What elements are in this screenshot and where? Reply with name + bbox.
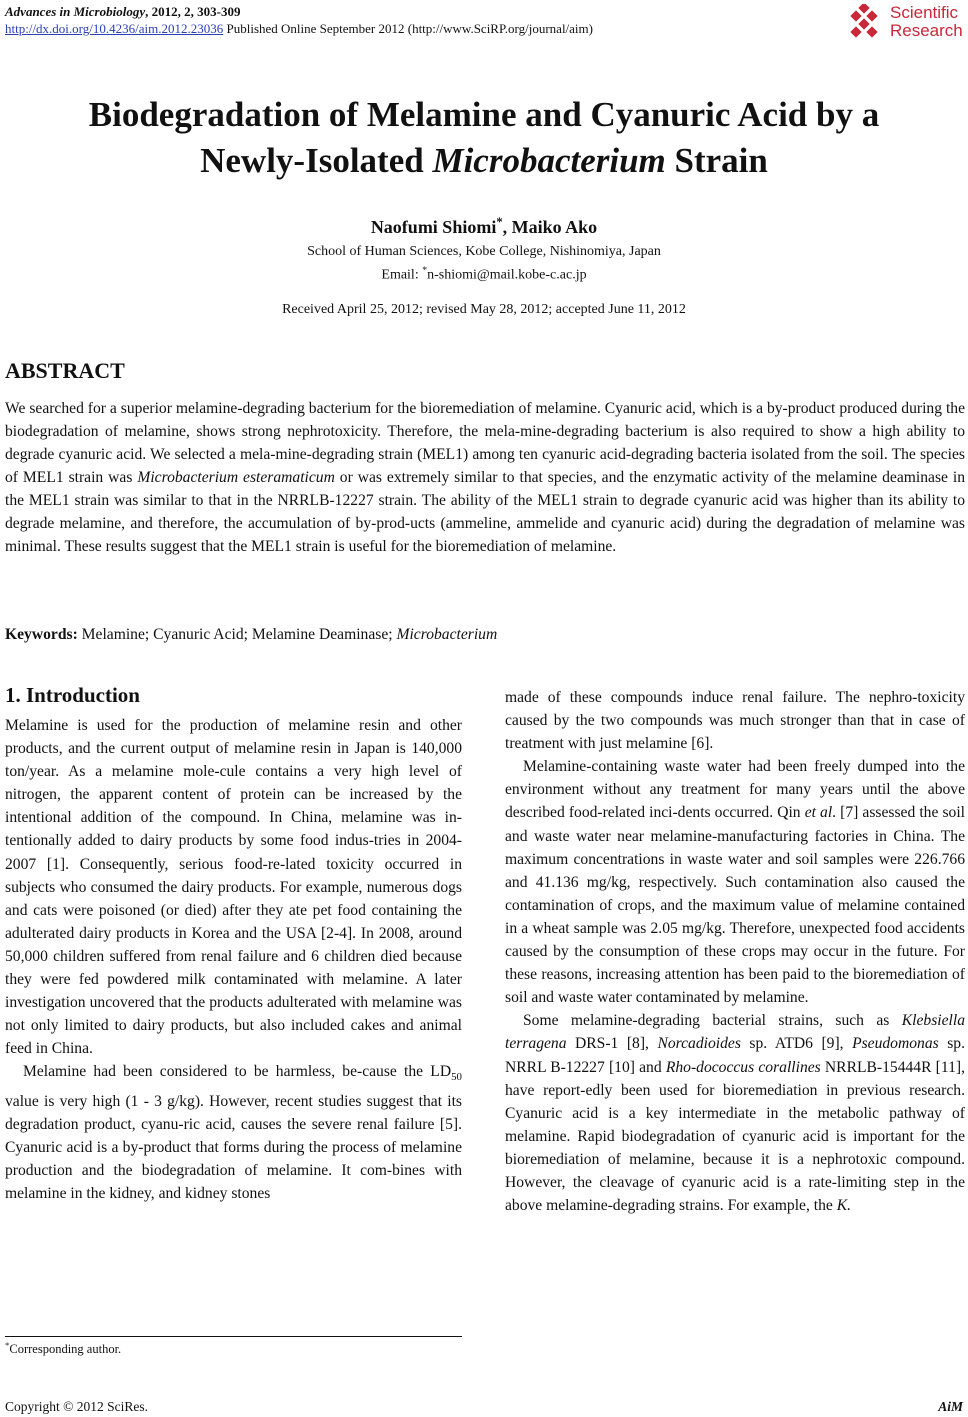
publisher-logo-text: Scientific Research	[890, 3, 963, 40]
email: Email: *n-shiomi@mail.kobe-c.ac.jp	[381, 265, 587, 283]
authors: Naofumi Shiomi*, Maiko Ako	[370, 215, 598, 237]
paragraph: Melamine had been considered to be harmless, be-cause the $LD_{50}$ value is very high (1 - 3 g/kg). However, recent studies suggest that its degradation product, cyanu-ric acid, causes the severe renal failure [5]. Cyanuric acid is a by-product that forms during the process of melamine production and the biodegradation of melamine. It com-bines with melamine in the kidney, and kidney stones	[5, 1063, 462, 1202]
paragraph: made of these compounds induce renal failure. The nephro-toxicity caused by the two compounds was much stronger than that in case of treatment with just melamine [6].	[505, 689, 965, 753]
left-column	[5, 681, 462, 1205]
journal-name: Advances in Microbiology	[5, 4, 146, 19]
right-column	[505, 686, 965, 1217]
section-heading: 1. Introduction	[5, 683, 140, 707]
copyright: Copyright © 2012 SciRes.	[5, 1399, 149, 1414]
paragraph: Melamine-containing waste water had been freely dumped into the environment without any treatment for many years until the above described food-related inci-dents occurred. Qin et al. [7] assessed the soil and waste water near melamine-manufacturing factories in China. The maximum concentrations in waste water and soil samples were 226.766 and 41.136 mg/kg, respectively. Such contamination also caused the contamination of crops, and the maximum value of melamine contained in a wheat sample was 2.05 mg/kg. Therefore, unexpected food accidents caused by the consumption of these crops may occur in the future. For these reasons, increasing attention has been paid to the bioremediation of soil and waste water contaminated by melamine.	[505, 758, 965, 1007]
doi-link[interactable]: http://dx.doi.org/10.4236/aim.2012.23036	[5, 21, 224, 36]
footnote-divider	[5, 1336, 462, 1337]
paragraph: Some melamine-degrading bacterial strains, such as Klebsiella terragena DRS-1 [8], Norcadioides sp. ATD6 [9], Pseudomonas sp. NRRL B-12227 [10] and Rho-dococcus corallines NRRLB-15444R [11], have report-edly been used for bioremediation in previous research. Cyanuric acid is a key intermediate in the metabolic pathway of melamine. Rapid biodegradation of cyanuric acid is important for the bioremediation of melamine, because it is a nephrotoxic compound. However, the cleavage of cyanuric acid is a rate-limiting step in the above melamine-degrading strains. For example, the K.	[505, 1012, 965, 1215]
publisher-logo	[846, 4, 968, 44]
journal-abbreviation: AiM	[938, 1399, 963, 1414]
affiliation: School of Human Sciences, Kobe College, Nishinomiya, Japan Email: *n-shiomi@mail.kobe-c.ac.jp	[0, 242, 968, 285]
abstract-heading: ABSTRACT	[5, 358, 125, 383]
paragraph: Melamine is used for the production of melamine resin and other products, and the current output of melamine resin in Japan is 140,000 ton/year. As a melamine mole-cule contains a very high level of nitrogen, the apparent content of protein can be increased by the intentional addition of the compound. In China, melamine was in-tentionally added to dairy products by some food indus-tries in 2004-2007 [1]. Consequently, serious food-re-lated toxicity occurred in subjects who consumed the dairy products. For example, numerous dogs and cats were poisoned (or died) after they ate pet food containing the adulterated dairy products in Korea and the USA [2-4]. In 2008, around 50,000 children suffered from renal failure and 6 children died because they were fed powdered milk contaminated with melamine. A later investigation uncovered that the products adulterated with melamine was not only limited to dairy products, but also included cakes and animal feed in China.	[5, 717, 462, 1058]
footnote: *Corresponding author.	[5, 1340, 122, 1357]
published-online: Published Online September 2012 (http://www.SciRP.org/journal/aim)	[223, 21, 593, 36]
abstract-body: We searched for a superior melamine-degrading bacterium for the bioremediation of melamine. Cyanuric acid, which is a by-product produced during the biodegradation of melamine, shows strong nephrotoxicity. Therefore, the mela-mine-degrading bacterium is also required to show a high ability to degrade cyanuric acid. We selected a mela-mine-degrading strain (MEL1) among ten cyanuric acid-degrading bacteria isolated from the soil. The species of MEL1 strain was Microbacterium esteramaticum or was extremely similar to that species, and the enzymatic activity of the melamine deaminase in the MEL1 strain was similar to that in the NRRLB-12227 strain. The ability of the MEL1 strain to degrade cyanuric acid was higher than its ability to degrade melamine, and therefore, the accumulation of by-prod-ucts (ammeline, ammelide and cyanuric acid) during the degradation of melamine was minimal. These results suggest that the MEL1 strain is useful for the bioremediation of melamine.	[5, 400, 966, 555]
paper-title: Biodegradation of Melamine and Cyanuric Acid by a Newly-Isolated Microbacterium Strain	[88, 95, 880, 180]
volume-pages: , 2012, 2, 303-309	[145, 4, 241, 19]
received-dates: Received April 25, 2012; revised May 28, 2012; accepted June 11, 2012	[282, 302, 686, 317]
keywords: Keywords: Melamine; Cyanuric Acid; Melamine Deaminase; Microbacterium	[5, 626, 498, 643]
running-header	[5, 3, 593, 37]
publisher-logo-icon	[846, 4, 886, 42]
page-footer	[5, 1399, 963, 1415]
